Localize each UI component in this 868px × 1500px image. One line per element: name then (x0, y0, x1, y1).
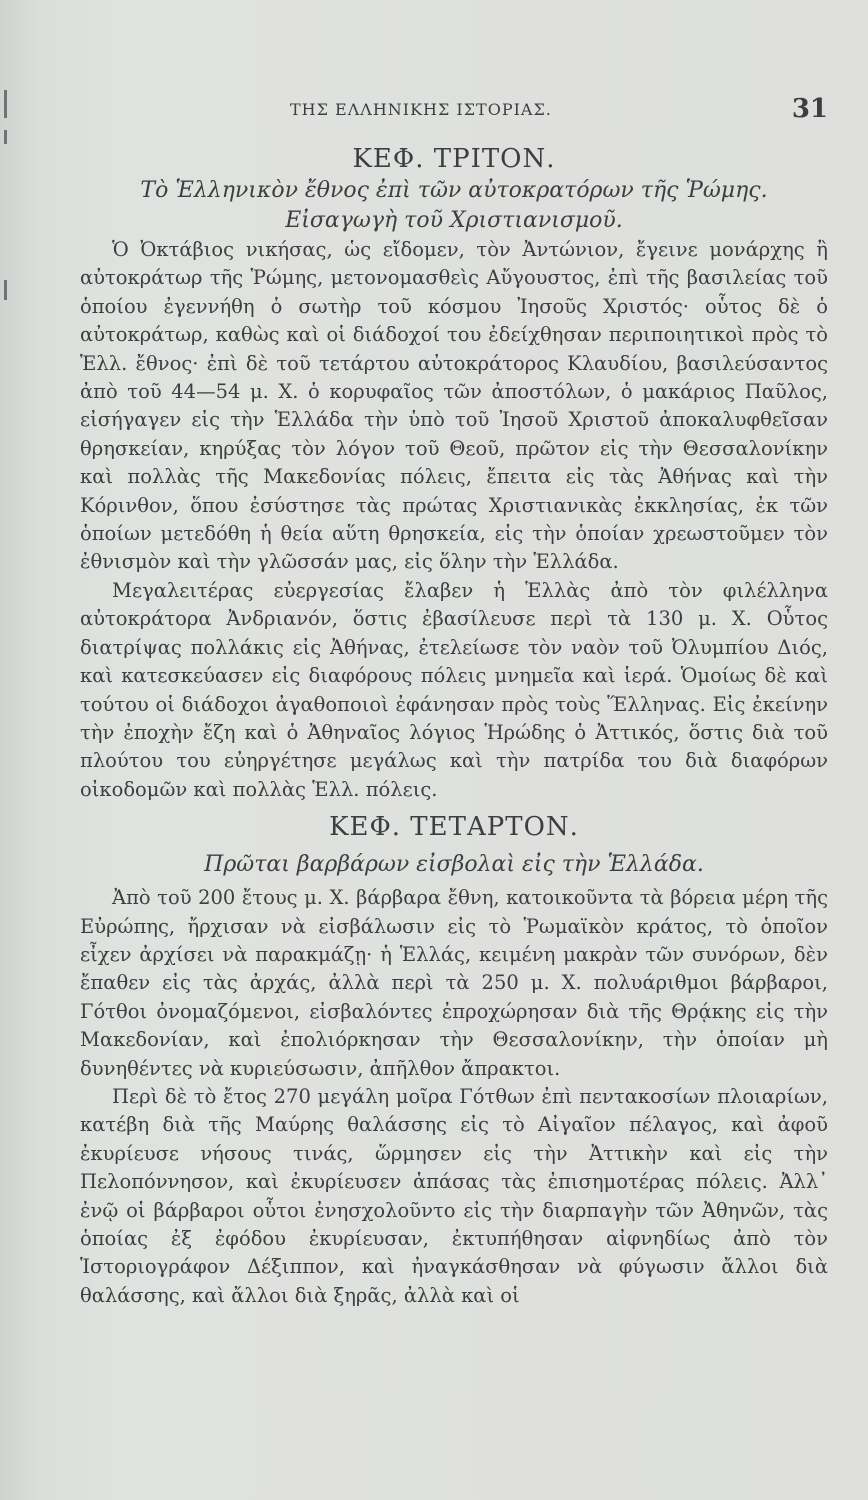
paragraph: Περὶ δὲ τὸ ἔτος 270 μεγάλη μοῖρα Γότθων ἐπὶ πεντακοσίων πλοιαρίων, κατέβη διὰ τῆς Μαύρης θαλάσσης εἰς τὸ Αἰγαῖον πέλαγος, καὶ ἀφοῦ ἐκυρίευσε νήσους τινάς, ὥρμησεν εἰς τὴν Ἀττικὴν καὶ εἰς τὴν Πελοπόννησον, καὶ ἐκυρίευσεν ἁπάσας τὰς ἐπισημοτέρας πόλεις. Ἀλλ᾽ ἐνῷ οἱ βάρβαροι οὗτοι ἐνησχολοῦντο εἰς τὴν διαρπαγὴν τῶν Ἀθηνῶν, τὰς ὁποίας ἐξ ἐφόδου ἐκυρίευσαν, ἐκτυπήθησαν αἰφνηδίως ἀπὸ τὸν Ἱστοριογράφον Δέξιππον, καὶ ἠναγκάσθησαν νὰ φύγωσιν ἄλλοι διὰ θαλάσσης, καὶ ἄλλοι διὰ ξηρᾶς, ἀλλὰ καὶ οἱ (80, 1084, 828, 1307)
page-header (80, 94, 828, 128)
page-number: 31 (791, 94, 828, 124)
chapter-3-heading: ΚΕΦ. ΤΡΙΤΟΝ. (352, 144, 556, 174)
chapter-4-subtitle: Πρῶται βαρβάρων εἰσβολαὶ εἰς τὴν Ἑλλάδα. (204, 852, 704, 878)
paragraph: Ὁ Ὀκτάβιος νικήσας, ὡς εἴδομεν, τὸν Ἀντώνιον, ἔγεινε μονάρχης ἢ αὐτοκράτωρ τῆς Ῥώμης, μετονομασθεὶς Αὔγουστος, ἐπὶ τῆς βασιλείας τοῦ ὁποίου ἐγεννήθη ὁ σωτὴρ τοῦ κόσμου Ἰησοῦς Χριστός· οὗτος δὲ ὁ αὐτοκράτωρ, καθὼς καὶ οἱ διάδοχοί του ἐδείχθησαν περιποιητικοὶ πρὸς τὸ Ἑλλ. ἔθνος· ἐπὶ δὲ τοῦ τετάρτου αὐτοκράτορος Κλαυδίου, βασιλεύσαντος ἀπὸ τοῦ 44—54 μ. Χ. ὁ κορυφαῖος τῶν ἀποστόλων, ὁ μακάριος Παῦλος, εἰσήγαγεν εἰς τὴν Ἑλλάδα τὴν ὑπὸ τοῦ Ἰησοῦ Χριστοῦ ἀποκαλυφθεῖσαν θρησκείαν, κηρύξας τὸν λόγον τοῦ Θεοῦ, πρῶτον εἰς τὴν Θεσσαλονίκην καὶ πολλὰς τῆς Μακεδονίας πόλεις, ἔπειτα εἰς τὰς Ἀθήνας καὶ τὴν Κόρινθον, ὅπου ἐσύστησε τὰς πρώτας Χριστιανικὰς ἐκκλησίας, ἐκ τῶν ὁποίων μετεδόθη ἡ θεία αὕτη θρησκεία, εἰς τὴν ὁποίαν χρεωστοῦμεν τὸν ἐθνισμὸν καὶ τὴν γλῶσσάν μας, εἰς ὅλην τὴν Ἑλλάδα. (80, 238, 828, 574)
chapter-3-subtitle-2: Εἰσαγωγὴ τοῦ Χριστιανισμοῦ. (285, 208, 623, 233)
paragraph: Μεγαλειτέρας εὐεργεσίας ἔλαβεν ἡ Ἑλλὰς ἀπὸ τὸν φιλέλληνα αὐτοκράτορα Ἀνδριανόν, ὅστις ἐβασίλευσε περὶ τὰ 130 μ. Χ. Οὗτος διατρίψας πολλάκις εἰς Ἀθήνας, ἐτελείωσε τὸν ναὸν τοῦ Ὀλυμπίου Διός, καὶ κατεσκεύασεν εἰς διαφόρους πόλεις μνημεῖα καὶ ἱερά. Ὁμοίως δὲ καὶ τούτου οἱ διάδοχοι ἀγαθοποιοὶ ἐφάνησαν πρὸς τοὺς Ἕλληνας. Εἰς ἐκείνην τὴν ἐποχὴν ἔζη καὶ ὁ Ἀθηναῖος λόγιος Ἡρώδης ὁ Ἀττικός, ὅστις διὰ τοῦ πλούτου του εὐηργέτησε μεγάλως καὶ τὴν πατρίδα του διὰ διαφόρων οἰκοδομῶν καὶ πολλὰς Ἑλλ. πόλεις. (80, 578, 828, 801)
paragraph: Ἀπὸ τοῦ 200 ἔτους μ. Χ. βάρβαρα ἔθνη, κατοικοῦντα τὰ βόρεια μέρη τῆς Εὐρώπης, ἤρχισαν νὰ εἰσβάλωσιν εἰς τὸ Ῥωμαϊκὸν κράτος, τὸ ὁποῖον εἶχεν ἀρχίσει νὰ παρακμάζῃ· ἡ Ἑλλάς, κειμένη μακρὰν τῶν συνόρων, δὲν ἔπαθεν εἰς τὰς ἀρχάς, ἀλλὰ περὶ τὰ 250 μ. Χ. πολυάριθμοι βάρβαροι, Γότθοι ὀνομαζόμενοι, εἰσβαλόντες ἐπροχώρησαν διὰ τῆς Θρᾴκης εἰς τὴν Μακεδονίαν, καὶ ἐπολιόρκησαν τὴν Θεσσαλονίκην, τὴν ὁποίαν μὴ δυνηθέντες νὰ κυριεύσωσιν, ἀπῆλθον ἄπρακτοι. (80, 886, 828, 1080)
margin-marks (0, 80, 20, 320)
page-body (80, 140, 828, 1310)
running-head: ΤΗΣ ΕΛΛΗΝΙΚΗΣ ΙΣΤΟΡΙΑΣ. (290, 100, 552, 119)
chapter-4-heading: ΚΕΦ. ΤΕΤΑΡΤΟΝ. (329, 812, 579, 843)
chapter-3-subtitle: Τὸ Ἑλληνικὸν ἔθνος ἐπὶ τῶν αὐτοκρατόρων τῆς Ῥώμης. (140, 178, 768, 203)
